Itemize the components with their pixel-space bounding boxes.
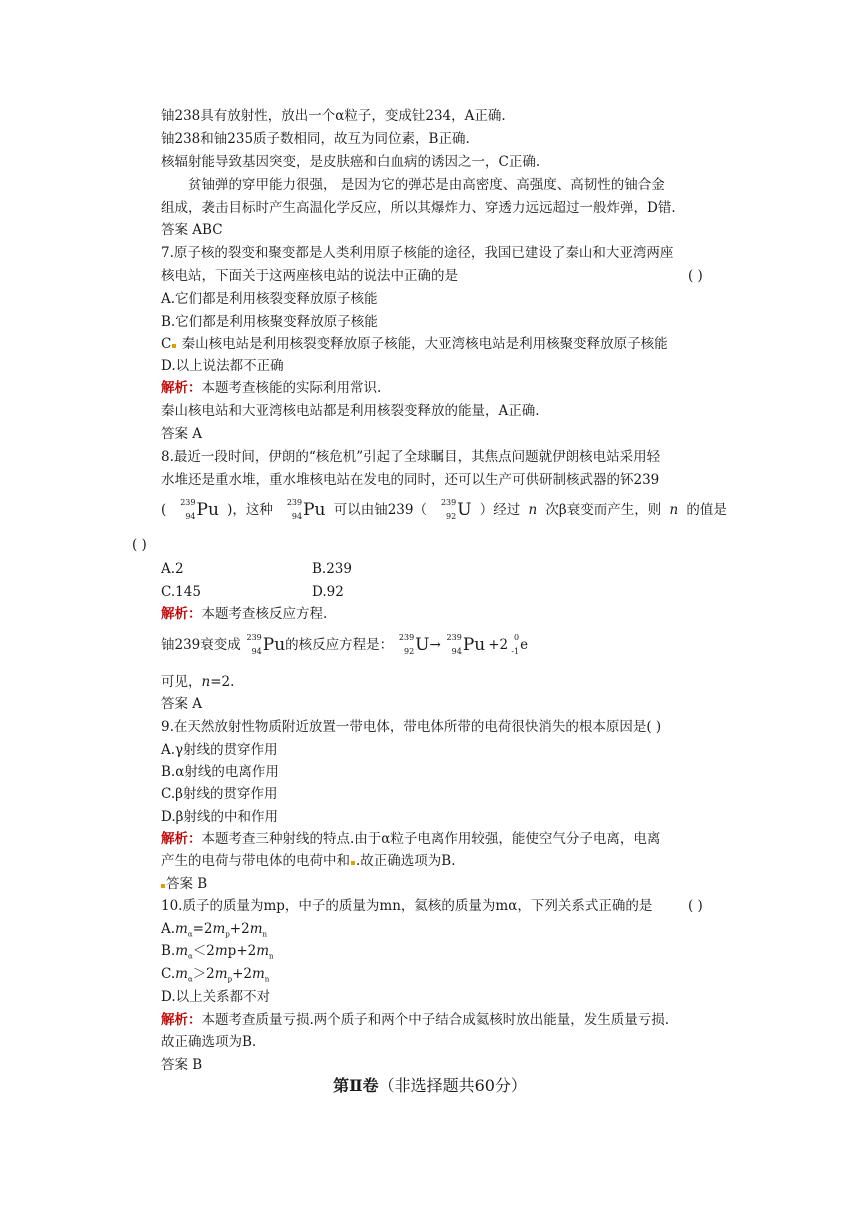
q8-text: )，这种 [227, 502, 273, 518]
q8-answer: 答案 A [161, 696, 203, 712]
q7-option-b: B.它们都是利用核聚变释放原子核能 [161, 314, 378, 330]
pu-nuclide: 239 94 Pu [180, 498, 219, 521]
electron-symbol: e [520, 637, 529, 653]
q7-stem: 7.原子核的裂变和聚变都是人类利用原子核能的途径，我国已建设了秦山和大亚湾两座 [161, 245, 674, 261]
q10-option-b: $B.m_\alpha<2mp+2m_n$ [161, 943, 274, 961]
variable-n: n [669, 502, 679, 518]
q10-option-c: $C.m_\alpha>2m_p+2m_n$ [161, 966, 270, 984]
orange-marker [351, 861, 355, 865]
jiexi-text: 本题考查核反应方程. [201, 606, 328, 622]
coefficient: +2 [488, 637, 509, 653]
q9-option-c: C.β射线的贯穿作用 [161, 786, 278, 802]
q10-option-a: $A.m_\alpha=2m_p+2m_n$ [161, 921, 268, 939]
text-line: 组成，袭击目标时产生高温化学反应，所以其爆炸力、穿透力远远超过一般炸弹，D错. [161, 200, 676, 216]
q7-explanation: 秦山核电站和大亚湾核电站都是利用核裂变释放的能量，A正确. [161, 403, 540, 419]
text-line: 铀238具有放射性，放出一个α粒子，变成钍234，A正确. [161, 108, 506, 124]
q9-stem: 9.在天然放射性物质附近放置一带电体，带电体所带的电荷很快消失的根本原因是( ) [161, 719, 662, 735]
equation-text: 铀239衰变成 [161, 637, 241, 653]
q8-text: 可以由铀239（ [333, 502, 427, 518]
jiexi-text: 本题考查核能的实际利用常识. [201, 380, 382, 396]
jiexi-text: 本题考查质量亏损.两个质子和两个中子结合成氦核时放出能量，发生质量亏损. [201, 1012, 670, 1028]
jiexi-label: 解析： [161, 606, 202, 622]
jiexi-label: 解析： [161, 1012, 202, 1028]
q8-stem: 8.最近一段时间，伊朗的“核危机”引起了全球瞩目，其焦点问题就伊朗核电站采用轻 [161, 449, 661, 465]
q8-equation: 铀239衰变成 239 94 Pu 的核反应方程是： 239 92 U → 239 94 Pu +2 0 -1 e [161, 633, 529, 656]
text-line: 铀238和铀235质子数相同，故互为同位素，B正确. [161, 131, 470, 147]
q7-option-c-text: 秦山核电站是利用核裂变释放原子核能，大亚湾核电站是利用核聚变释放原子核能 [177, 336, 668, 352]
q10-jiexi [161, 1011, 669, 1029]
q9-option-d: D.β射线的中和作用 [161, 809, 278, 825]
q8-text: 的值是 [686, 502, 727, 518]
q8-text: ）经过 [479, 502, 521, 518]
q7-option-c-letter: C [161, 336, 172, 352]
q9-jiexi [161, 830, 660, 848]
q7-answer-paren: ( ) [688, 268, 703, 284]
q10-answer: 答案 B [161, 1057, 203, 1073]
q8-stem-2: 水堆还是重水堆，重水堆核电站在发电的同时，还可以生产可供研制核武器的钚239 [161, 472, 660, 488]
u-nuclide: 239 92 U [440, 498, 472, 521]
pu-symbol: Pu [262, 635, 286, 655]
equation-text: 的核反应方程是： [285, 637, 394, 653]
q9-option-a: A.γ射线的贯穿作用 [161, 742, 278, 758]
q8-jiexi [161, 605, 327, 623]
paren-open: ( [161, 502, 167, 518]
q8-stem-3 [161, 498, 727, 522]
q8-answer-paren: ( ) [132, 537, 147, 553]
q7-option-a: A.它们都是利用核裂变释放原子核能 [161, 291, 378, 307]
text-line: 核辐射能导致基因突变，是皮肤癌和白血病的诱因之一，C正确. [161, 154, 541, 170]
u-symbol: U [415, 635, 430, 655]
q9-answer: 答案 B [161, 875, 207, 893]
answer-line: 答案 ABC [161, 222, 223, 238]
q8-text: 次β衰变而产生，则 [545, 502, 662, 518]
q7-option-c [161, 335, 668, 353]
text-line: 贫铀弹的穿甲能力很强， 是因为它的弹芯是由高密度、高强度、高韧性的铀合金 [188, 177, 665, 193]
q10-answer-paren: ( ) [688, 898, 703, 914]
q8-option-c: C.145 [161, 584, 201, 600]
jiexi-text: 本题考查三种射线的特点.由于α粒子电离作用较强，能使空气分子电离，电离 [201, 831, 661, 847]
q7-jiexi [161, 379, 381, 397]
orange-marker [161, 884, 165, 888]
pu-symbol: Pu [462, 635, 486, 655]
q10-option-d: D.以上关系都不对 [161, 989, 271, 1005]
q9-option-b: B.α射线的电离作用 [161, 764, 279, 780]
q8-option-a: A.2 [161, 561, 184, 577]
section-title: 第Ⅱ卷（非选择题共60分） [333, 1076, 527, 1095]
reaction-arrow: → [429, 637, 441, 653]
q8-conclusion: 可见，n=2. [161, 674, 235, 690]
pu-nuclide: 239 94 Pu [286, 498, 326, 521]
q10-jiexi-2: 故正确选项为B. [161, 1034, 257, 1050]
q7-answer: 答案 A [161, 426, 203, 442]
jiexi-label: 解析： [161, 380, 202, 396]
q9-jiexi-2: 产生的电荷与带电体的电荷中和 .故正确选项为B. [161, 853, 456, 869]
jiexi-label: 解析： [161, 831, 202, 847]
q8-option-d: D.92 [312, 584, 344, 600]
q7-stem-2: 核电站，下面关于这两座核电站的说法中正确的是 [161, 268, 458, 284]
variable-n: n [528, 502, 538, 518]
q7-option-d: D.以上说法都不正确 [161, 358, 284, 374]
orange-marker [172, 344, 176, 348]
q8-option-b: B.239 [312, 561, 352, 577]
q10-stem: 10.质子的质量为mp，中子的质量为mn，氦核的质量为mα，下列关系式正确的是 [161, 898, 653, 914]
